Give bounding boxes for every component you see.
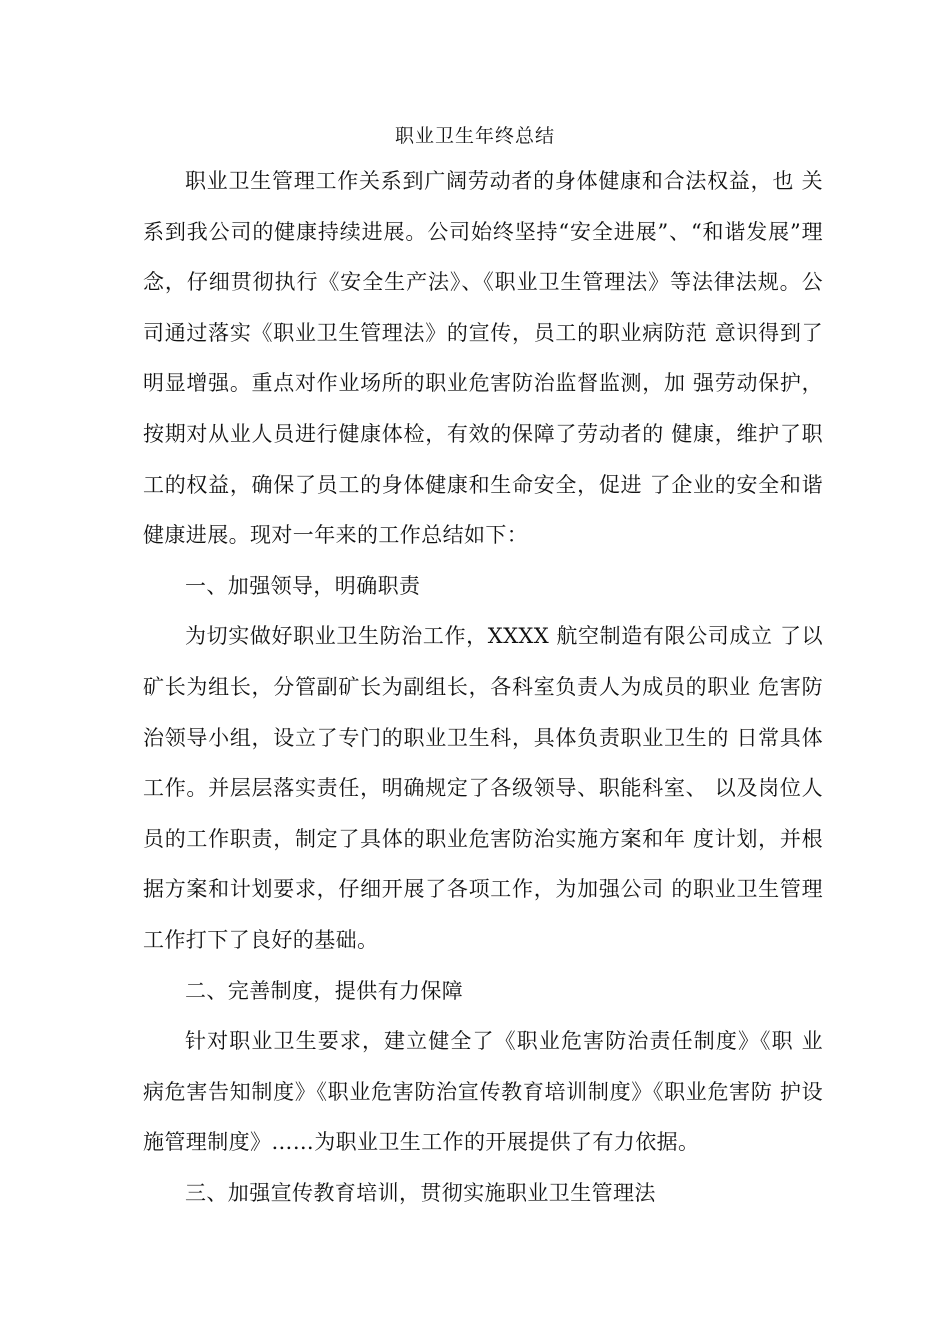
intro-paragraph: 职业卫生管理工作关系到广阔劳动者的身体健康和合法权益，也 关系到我公司的健康持续进展。公司始终坚持“安全进展”、“和谐发展”理念，仔细贯彻执行《安全生产法》、《职业卫生管理法》等法律法规。公司通过落实《职业卫生管理法》的宣传，员工的职业病防范 意识得到了明显增强。重点对作业场所的职业危害防治监督监测，加 强劳动保护，按期对从业人员进行健康体检，有效的保障了劳动者的 健康，维护了职工的权益，确保了员工的身体健康和生命安全，促进 了企业的安全和谐健康进展。现对一年来的工作总结如下：: [143, 169, 823, 548]
section-2-paragraph: 针对职业卫生要求，建立健全了《职业危害防治责任制度》《职 业病危害告知制度》《职业危害防治宣传教育培训制度》《职业危害防 护设施管理制度》……为职业卫生工作的开展提供了有力依据。: [143, 1029, 823, 1155]
section-1-paragraph: 为切实做好职业卫生防治工作，XXXX 航空制造有限公司成立 了以矿长为组长，分管副矿长为副组长，各科室负责人为成员的职业 危害防治领导小组，设立了专门的职业卫生科，具体负责职业卫生的 日常具体工作。并层层落实责任，明确规定了各级领导、职能科室、 以及岗位人员的工作职责，制定了具体的职业危害防治实施方案和年 度计划，并根据方案和计划要求，仔细开展了各项工作，为加强公司 的职业卫生管理工作打下了良好的基础。: [143, 624, 823, 952]
section-heading-1: 一、加强领导，明确职责: [185, 573, 421, 598]
document-body: [143, 156, 823, 1218]
section-heading-3: 三、加强宣传教育培训，贯彻实施职业卫生管理法: [185, 1180, 656, 1205]
section-heading-2: 二、完善制度，提供有力保障: [185, 978, 464, 1003]
document-title: 职业卫生年终总结: [394, 125, 555, 147]
